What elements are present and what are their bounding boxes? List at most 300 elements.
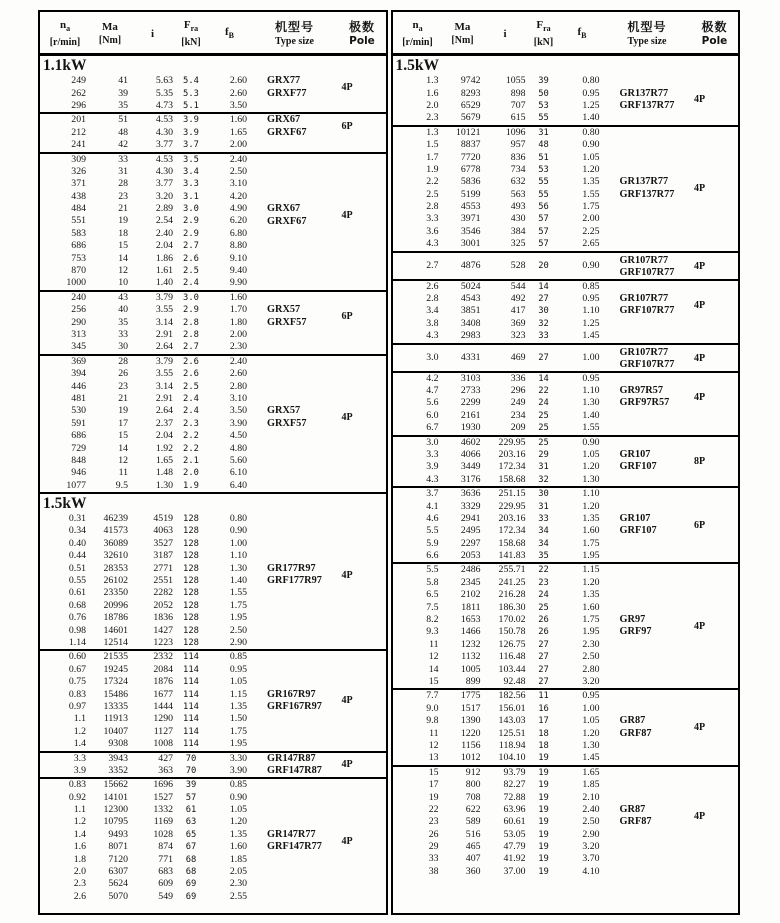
rating-group [393,125,739,251]
table-row [40,100,386,112]
rating-group [393,562,739,688]
cell-i: 615 [510,112,526,124]
cell-fb: 0.90 [229,791,247,803]
type-size-line: GR107R77 [619,346,669,358]
cell-fra: 128 [183,576,199,587]
cell-i: 2084 [153,663,173,675]
cell-i: 4.30 [155,165,173,177]
cell-fb: 1.10 [582,305,600,317]
cell-fb: 2.60 [229,368,247,380]
cell-fra: 128 [183,588,199,599]
cell-fra: 2.5 [183,381,199,392]
table-row [40,430,386,442]
cell-ma: 708 [465,791,481,803]
cell-i: 82.27 [503,779,526,791]
cell-ma: 10 [118,277,128,289]
cell-fb: 2.40 [229,153,247,165]
rating-group [40,777,386,903]
cell-fb: 3.10 [229,392,247,404]
cell-fra: 2.4 [183,406,199,417]
cell-fb: 3.90 [229,764,247,776]
cell-fra: 3.9 [183,127,199,138]
cell-fb: 4.90 [229,203,247,215]
cell-na: 394 [71,368,86,380]
cell-na: 686 [71,240,86,252]
cell-i: 3187 [153,550,173,562]
pole-label: 4P [341,210,353,222]
cell-fb: 4.50 [229,430,247,442]
cell-ma: 32610 [103,550,128,562]
cell-i: 771 [158,853,173,865]
table-row [393,213,739,225]
power-section-title: 1.1kW [43,57,87,75]
cell-na: 1.5 [426,139,439,151]
table-row [40,393,386,405]
cell-fb: 1.30 [582,739,600,751]
cell-fb: 2.00 [582,213,600,225]
column-header-pole: 极数 Pole [701,19,728,47]
cell-ma: 1653 [460,614,481,626]
cell-fra: 114 [183,664,199,675]
cell-fra: 34 [538,526,549,537]
cell-fra: 18 [538,740,549,751]
cell-na: 345 [71,341,86,353]
cell-i: 47.79 [503,841,526,853]
cell-i: 563 [510,188,526,200]
table-row [393,238,739,250]
table-row [393,437,739,449]
cell-i: 336 [510,372,526,384]
cell-i: 1.86 [155,252,173,264]
type-size-line: GRF87 [619,816,652,828]
cell-fra: 33 [538,513,549,524]
table-row [393,422,739,434]
cell-ma: 5070 [108,890,128,902]
cell-na: 5.9 [426,537,439,549]
cell-na: 1.6 [426,87,439,99]
cell-ma: 9493 [108,828,128,840]
type-size-line: GR147R87 [267,752,316,764]
cell-fb: 2.50 [229,624,247,636]
cell-fb: 6.80 [229,227,247,239]
cell-i: 118.94 [498,739,526,751]
cell-fb: 1.25 [582,317,600,329]
cell-ma: 11 [118,467,128,479]
cell-fra: 27 [538,676,549,687]
cell-fb: 1.65 [582,766,600,778]
table-row [40,356,386,368]
table-row [393,164,739,176]
cell-na: 0.55 [68,575,86,587]
table-row [40,792,386,804]
cell-fra: 39 [185,780,197,791]
cell-fra: 2.7 [183,342,199,353]
cell-fb: 4.80 [229,442,247,454]
cell-i: 2.64 [155,341,173,353]
cell-ma: 1156 [461,739,481,751]
cell-ma: 31 [118,165,128,177]
cell-na: 33 [428,853,439,865]
cell-fra: 25 [538,437,549,448]
table-row [393,281,739,293]
cell-fb: 1.40 [229,575,247,587]
cell-na: 1000 [66,277,86,289]
cell-i: 1.48 [155,467,173,479]
cell-ma: 8837 [460,139,481,151]
cell-ma: 33 [118,153,128,165]
cell-na: 19 [428,791,439,803]
cell-fb: 3.20 [582,675,600,687]
cell-i: 3.14 [155,316,173,328]
cell-fb: 2.00 [229,139,247,151]
cell-fra: 2.3 [183,418,199,429]
cell-fra: 114 [183,701,199,712]
cell-ma: 23350 [103,587,128,599]
cell-fra: 16 [538,703,549,714]
cell-fb: 0.80 [582,75,600,87]
cell-i: 544 [510,280,526,292]
cell-i: 37.00 [503,865,526,877]
cell-fra: 14 [538,281,549,292]
cell-i: 209 [510,422,526,434]
cell-fra: 18 [538,728,549,739]
cell-i: 2.64 [155,405,173,417]
table-row [393,550,739,562]
cell-fb: 1.00 [582,702,600,714]
cell-fb: 0.85 [229,779,247,791]
table-row [40,381,386,393]
cell-fra: 19 [538,792,549,803]
cell-fra: 33 [538,331,549,342]
cell-i: 158.68 [498,473,526,485]
cell-fb: 2.60 [229,87,247,99]
cell-ma: 3546 [460,225,481,237]
cell-na: 26 [428,828,439,840]
cell-na: 3.0 [426,351,439,363]
cell-na: 2.8 [426,293,439,305]
cell-fra: 128 [183,637,199,648]
cell-i: 143.03 [498,715,526,727]
cell-na: 11 [429,727,439,739]
cell-i: 4.73 [155,99,173,111]
cell-i: 2.89 [155,203,173,215]
cell-fb: 8.80 [229,240,247,252]
table-row [393,318,739,330]
cell-i: 53.05 [503,828,526,840]
type-size-line: GRF97 [619,626,652,638]
cell-na: 309 [71,153,86,165]
table-row [40,891,386,903]
type-size-line: GRF177R97 [267,575,322,587]
cell-fra: 2.4 [183,393,199,404]
cell-na: 0.67 [68,663,86,675]
cell-na: 17 [428,779,439,791]
cell-ma: 19245 [103,663,128,675]
type-size-line: GRF137R77 [619,188,675,200]
column-header-ratio: i [503,27,507,40]
column-header-radial-force: $F_{ra}$ [kN] [181,19,201,49]
cell-i: 1055 [505,75,526,87]
cell-fra: 5.1 [183,100,199,111]
cell-fb: 1.05 [582,715,600,727]
table-row [40,816,386,828]
type-size-line: GRX67 [267,203,301,215]
cell-fb: 2.80 [582,663,600,675]
cell-ma: 2486 [460,564,481,576]
cell-fb: 2.00 [229,329,247,340]
cell-fb: 1.85 [582,779,600,791]
cell-ma: 1466 [460,626,481,638]
cell-ma: 28353 [103,562,128,574]
cell-fra: 3.1 [183,191,199,202]
cell-ma: 2733 [460,385,481,396]
cell-fra: 51 [538,152,549,163]
cell-fb: 6.10 [229,467,247,479]
cell-fb: 0.90 [229,525,247,537]
cell-fra: 3.9 [183,115,199,126]
cell-na: 4.3 [426,330,439,342]
cell-i: 2.37 [155,417,173,429]
rating-group [40,649,386,750]
cell-fra: 2.6 [183,356,199,367]
cell-ma: 14 [118,252,128,264]
cell-fb: 3.10 [229,178,247,190]
table-row [40,612,386,624]
cell-fb: 1.05 [229,676,247,688]
cell-fra: 27 [538,352,549,363]
cell-fb: 1.55 [229,587,247,599]
cell-i: 1.40 [155,277,173,289]
pole-label: 4P [693,299,706,311]
cell-i: 325 [510,238,526,250]
cell-na: 1.3 [426,126,439,138]
table-row [40,513,386,525]
table-row [393,330,739,342]
cell-i: 150.78 [498,626,526,638]
cell-ma: 8071 [108,841,128,853]
cell-ma: 23 [118,380,128,392]
cell-fb: 2.10 [582,791,600,803]
table-row [393,690,739,702]
cell-i: 3527 [153,537,173,549]
cell-i: 296 [510,385,526,396]
table-row [40,191,386,203]
cell-ma: 26 [118,368,128,380]
cell-i: 116.48 [498,651,526,663]
cell-na: 23 [428,816,439,828]
table-row [393,651,739,663]
cell-na: 1.2 [73,725,86,737]
table-row [393,792,739,804]
cell-fb: 0.90 [582,259,600,271]
cell-na: 2.0 [73,866,86,878]
type-size-line: GRXF67 [267,126,307,138]
cell-ma: 4876 [460,259,481,271]
rating-group [393,688,739,764]
cell-i: 104.10 [498,752,526,764]
cell-fb: 1.10 [229,550,247,562]
table-row [40,625,386,637]
cell-i: 1332 [153,804,173,816]
pole-label: 4P [341,412,353,424]
cell-na: 290 [71,316,86,328]
cell-fra: 128 [183,600,199,611]
cell-na: 369 [71,355,86,367]
type-size-line: GR107R77 [619,254,669,266]
cell-ma: 2299 [460,397,481,409]
cell-ma: 4602 [460,436,481,448]
cell-i: 1.92 [155,442,173,454]
cell-fra: 25 [538,410,549,421]
cell-na: 1.1 [73,713,86,725]
column-header-speed: $n_a$ [r/min] [402,19,433,49]
column-header-torque: Ma [Nm] [98,21,122,47]
cell-i: 1028 [153,828,173,840]
cell-fra: 3.7 [183,140,199,151]
rating-group [40,290,386,354]
cell-na: 4.2 [426,372,439,384]
cell-ma: 3636 [460,488,481,500]
cell-i: 492 [510,293,526,305]
cell-fb: 0.95 [582,293,600,305]
table-row [40,480,386,492]
cell-ma: 3971 [460,213,481,225]
cell-fra: 114 [183,726,199,737]
cell-ma: 12 [118,454,128,466]
cell-fra: 3.0 [183,204,199,215]
cell-i: 234 [510,409,526,421]
cell-fra: 3.5 [183,154,199,165]
cell-ma: 14101 [103,791,128,803]
table-row [40,228,386,240]
cell-i: 141.83 [498,550,526,562]
column-header-ratio: i [150,27,155,40]
cell-i: 836 [510,151,526,163]
cell-fra: 20 [538,260,549,271]
cell-ma: 4553 [460,201,481,213]
cell-fra: 19 [538,854,549,865]
table-row [40,587,386,599]
type-size-line: GR137R77 [619,87,669,99]
cell-na: 1.1 [73,804,86,816]
type-size-line: GRF107 [619,525,657,537]
cell-i: 1290 [153,713,173,725]
cell-ma: 2345 [460,576,481,588]
cell-ma: 5836 [460,176,481,188]
cell-ma: 2983 [460,330,481,342]
cell-i: 1.65 [155,454,173,466]
cell-ma: 2102 [460,589,481,601]
cell-ma: 33 [118,329,128,340]
cell-fb: 2.30 [582,638,600,650]
cell-fra: 32 [538,474,549,485]
cell-fra: 5.3 [183,88,199,99]
rating-group [393,435,739,487]
cell-i: 1223 [153,636,173,648]
cell-fb: 2.50 [582,816,600,828]
column-header-pole: 极数 Pole [348,19,375,47]
cell-fra: 57 [538,226,549,237]
table-row [40,139,386,151]
column-header-service-factor: $f_B$ [577,25,587,40]
table-row [40,154,386,166]
table-row [40,178,386,190]
cell-i: 1444 [153,700,173,712]
cell-ma: 39 [118,87,128,99]
cell-i: 2282 [153,587,173,599]
cell-i: 125.51 [498,727,526,739]
cell-na: 2.7 [426,259,439,271]
cell-i: 72.88 [503,791,526,803]
table-row [393,152,739,164]
cell-fb: 0.90 [582,139,600,151]
type-size-line: GR97 [619,614,646,626]
pole-label: 4P [341,82,353,94]
cell-fra: 25 [538,602,549,613]
table-row [393,501,739,513]
cell-fra: 2.9 [183,228,199,239]
cell-i: 2771 [153,562,173,574]
cell-i: 3.79 [155,291,173,303]
cell-i: 1836 [153,612,173,624]
table-row [40,676,386,688]
power-section-title: 1.5kW [40,492,386,513]
cell-na: 2.3 [73,878,86,890]
cell-i: 4.30 [155,126,173,138]
cell-na: 3.7 [426,488,439,500]
cell-ma: 10121 [456,126,481,138]
table-row [40,166,386,178]
cell-na: 4.3 [426,238,439,250]
cell-fb: 1.40 [582,112,600,124]
table-row [40,253,386,265]
cell-fra: 30 [538,306,549,317]
cell-fra: 27 [538,664,549,675]
cell-fra: 2.4 [183,278,199,289]
type-size-line: GRXF77 [267,87,307,99]
cell-fb: 1.35 [582,512,600,524]
cell-fra: 25 [538,423,549,434]
cell-fb: 1.05 [229,804,247,816]
cell-ma: 11913 [103,713,128,725]
table-row [393,538,739,550]
cell-fra: 50 [538,88,549,99]
left-table-header [40,12,386,56]
cell-ma: 5024 [460,280,481,292]
cell-ma: 3329 [460,500,481,512]
type-size-line: GR107R77 [619,293,669,305]
cell-fra: 68 [185,854,197,865]
cell-i: 229.95 [498,500,526,512]
cell-na: 848 [71,454,86,466]
cell-fra: 128 [183,625,199,636]
cell-fb: 2.50 [582,651,600,663]
column-header-speed: $n_a$ [r/min] [49,19,81,49]
table-row [393,564,739,576]
cell-na: 1.3 [426,75,439,87]
cell-fra: 22 [538,386,549,396]
cell-ma: 912 [465,766,481,778]
cell-na: 3.9 [73,764,86,776]
table-row [40,637,386,649]
cell-na: 2.5 [426,188,439,200]
power-section-title: 1.5kW [395,57,439,75]
cell-fra: 2.9 [183,305,199,316]
cell-fb: 1.75 [582,614,600,626]
cell-fra: 57 [185,792,197,803]
cell-ma: 40 [118,304,128,316]
cell-fra: 63 [185,817,197,828]
